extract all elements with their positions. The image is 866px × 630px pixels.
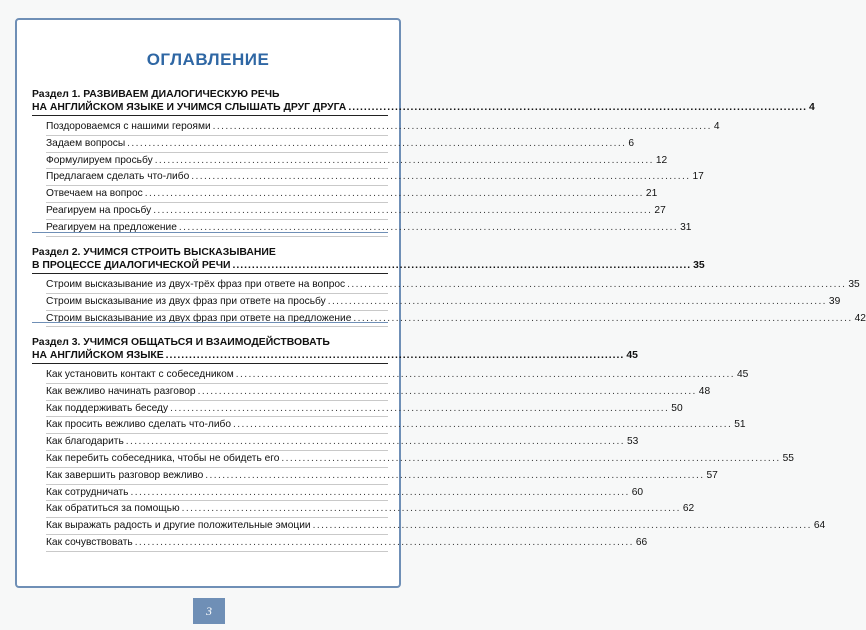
toc-entry [46, 119, 720, 136]
toc-entry-page-number: 6 [628, 137, 635, 149]
toc-entry-title: Как выражать радость и другие положительные эмоции [46, 520, 311, 532]
toc-entry [46, 518, 826, 535]
dot-leader: ...................................................................................................................... [212, 121, 712, 132]
entry-list [32, 277, 866, 327]
dot-leader: ...................................................................................................................... [144, 188, 644, 200]
toc-entry [46, 417, 746, 434]
section-heading-line: НА АНГЛИЙСКОМ ЯЗЫКЕ И УЧИМСЯ СЛЫШАТЬ ДРУГ ДРУГА [32, 102, 347, 113]
toc-entry-title: Как сочувствовать [46, 536, 133, 548]
toc-section-3 [32, 336, 826, 552]
section-heading-last-line [32, 259, 705, 272]
toc-entry [46, 434, 639, 451]
toc-entry-title: Как сотрудничать [46, 486, 129, 498]
section-divider [32, 232, 388, 233]
section-page-number: 45 [626, 350, 638, 361]
dot-leader: ...................................................................................................................... [178, 221, 679, 233]
dot-leader: ...................................................................................................................... [130, 486, 630, 498]
toc-entry [46, 277, 860, 294]
toc-entry [46, 384, 711, 401]
section-heading-line: НА АНГЛИЙСКОМ ЯЗЫКЕ [32, 350, 164, 361]
toc-entry-page-number: 64 [813, 520, 826, 532]
toc-entry-title: Строим высказывание из двух фраз при ответе на просьбу [46, 295, 326, 307]
dot-leader: ...................................................................................................................... [235, 369, 735, 380]
toc-entry-title: Отвечаем на вопрос [46, 188, 143, 200]
toc-entry [46, 153, 668, 170]
toc-entry-title: Реагируем на просьбу [46, 204, 152, 216]
toc-entry [46, 501, 695, 518]
dot-leader: ...................................................................................................................... [327, 295, 827, 307]
toc-entry [46, 294, 841, 311]
dot-leader: ...................................................................................................................... [134, 536, 634, 548]
toc-entry-title: Поздороваемся с нашими героями [46, 121, 211, 132]
dot-leader: ...................................................................................................................... [233, 419, 733, 431]
section-heading [32, 88, 815, 116]
toc-entry-title: Как просить вежливо сделать что-либо [46, 419, 232, 431]
dot-leader: ...................................................................................................................... [312, 520, 812, 532]
toc-entry-title: Реагируем на предложение [46, 221, 177, 233]
toc-entry-title: Строим высказывание из двух-трёх фраз при ответе на вопрос [46, 279, 346, 290]
toc-entry-title: Как обратиться за помощью [46, 503, 180, 515]
toc-entry [46, 367, 749, 384]
toc-entry-page-number: 35 [848, 279, 860, 290]
section-heading-last-line [32, 349, 638, 362]
section-heading [32, 336, 638, 364]
toc-entry-title: Как благодарить [46, 436, 124, 448]
toc-entry [46, 451, 794, 468]
section-divider [32, 322, 388, 323]
toc-entry-page-number: 60 [631, 486, 644, 498]
toc-section-2 [32, 246, 866, 327]
toc-entry [46, 220, 692, 237]
dot-leader: ...................................................................................................................... [170, 402, 670, 414]
section-heading-last-line [32, 101, 815, 114]
entry-list [32, 119, 720, 237]
toc-entry-page-number: 45 [736, 369, 749, 380]
toc-entry [46, 186, 658, 203]
toc-entry-title: Строим высказывание из двух фраз при ответе на предложение [46, 312, 352, 324]
page-number-badge: 3 [193, 598, 225, 624]
dot-leader: ...................................................................................................................... [153, 204, 653, 216]
section-heading-line: Раздел 3. УЧИМСЯ ОБЩАТЬСЯ И ВЗАИМОДЕЙСТВОВАТЬ [32, 337, 330, 348]
dot-leader: ...................................................................................................................... [197, 385, 697, 397]
toc-entry-title: Как установить контакт с собеседником [46, 369, 234, 380]
toc-entry-page-number: 66 [635, 536, 648, 548]
toc-entry-page-number: 62 [682, 503, 695, 515]
toc-entry-title: Как перебить собеседника, чтобы не обидеть его [46, 452, 280, 464]
toc-entry-page-number: 27 [654, 204, 666, 216]
toc-entry-title: Как завершить разговор вежливо [46, 469, 204, 481]
toc-entry [46, 485, 644, 502]
toc-entry-title: Предлагаем сделать что-либо [46, 171, 190, 183]
toc-entry-page-number: 51 [734, 419, 746, 431]
toc-entry-page-number: 21 [645, 188, 658, 200]
toc-entry-page-number: 55 [782, 452, 794, 464]
dot-leader: ...................................................................................................................... [191, 171, 691, 183]
toc-entry [46, 203, 666, 220]
toc-entry [46, 169, 704, 186]
toc-entry-page-number: 53 [626, 436, 639, 448]
toc-entry-page-number: 31 [680, 221, 692, 233]
dot-leader: ...................................................................................................................... [125, 436, 625, 448]
toc-entry-title: Задаем вопросы [46, 137, 126, 149]
toc-entry [46, 535, 648, 552]
toc-entry [46, 401, 683, 418]
toc-entry-page-number: 42 [854, 312, 866, 324]
section-heading-line: Раздел 2. УЧИМСЯ СТРОИТЬ ВЫСКАЗЫВАНИЕ [32, 247, 276, 258]
page-frame [15, 18, 866, 588]
dot-leader: ...................................................................................................................... [347, 279, 847, 290]
toc-entry [46, 311, 866, 328]
toc-entry-page-number: 48 [698, 385, 711, 397]
dot-leader: ...................................................................................................................... [232, 260, 692, 271]
section-heading-line: Раздел 1. РАЗВИВАЕМ ДИАЛОГИЧЕСКУЮ РЕЧЬ [32, 89, 280, 100]
section-heading-line: В ПРОЦЕССЕ ДИАЛОГИЧЕСКОЙ РЕЧИ [32, 260, 231, 271]
entry-list [32, 367, 826, 552]
toc-entry-page-number: 39 [828, 295, 841, 307]
toc-entry-page-number: 4 [713, 121, 720, 132]
page-title: ОГЛАВЛЕНИЕ [146, 50, 270, 69]
dot-leader: ...................................................................................................................... [205, 469, 705, 481]
dot-leader: ...................................................................................................................... [154, 154, 654, 166]
toc-entry-page-number: 17 [692, 171, 704, 183]
toc-entry-page-number: 57 [706, 469, 718, 481]
toc-entry-title: Как поддерживать беседу [46, 402, 169, 414]
section-heading [32, 246, 705, 274]
toc-entry-page-number: 12 [655, 154, 668, 166]
dot-leader: ...................................................................................................................... [353, 312, 853, 324]
section-page-number: 4 [808, 102, 815, 113]
dot-leader: ...................................................................................................................... [127, 137, 627, 149]
dot-leader: ...................................................................................................................... [348, 102, 807, 113]
dot-leader: ...................................................................................................................... [181, 503, 681, 515]
section-page-number: 35 [693, 260, 705, 271]
toc-entry [46, 136, 635, 153]
toc-section-1 [32, 88, 815, 237]
toc-entry-title: Как вежливо начинать разговор [46, 385, 196, 397]
dot-leader: ...................................................................................................................... [165, 350, 625, 361]
toc-entry-page-number: 50 [671, 402, 683, 414]
toc-entry-title: Формулируем просьбу [46, 154, 153, 166]
dot-leader: ...................................................................................................................... [281, 452, 781, 464]
toc-entry [46, 468, 718, 485]
